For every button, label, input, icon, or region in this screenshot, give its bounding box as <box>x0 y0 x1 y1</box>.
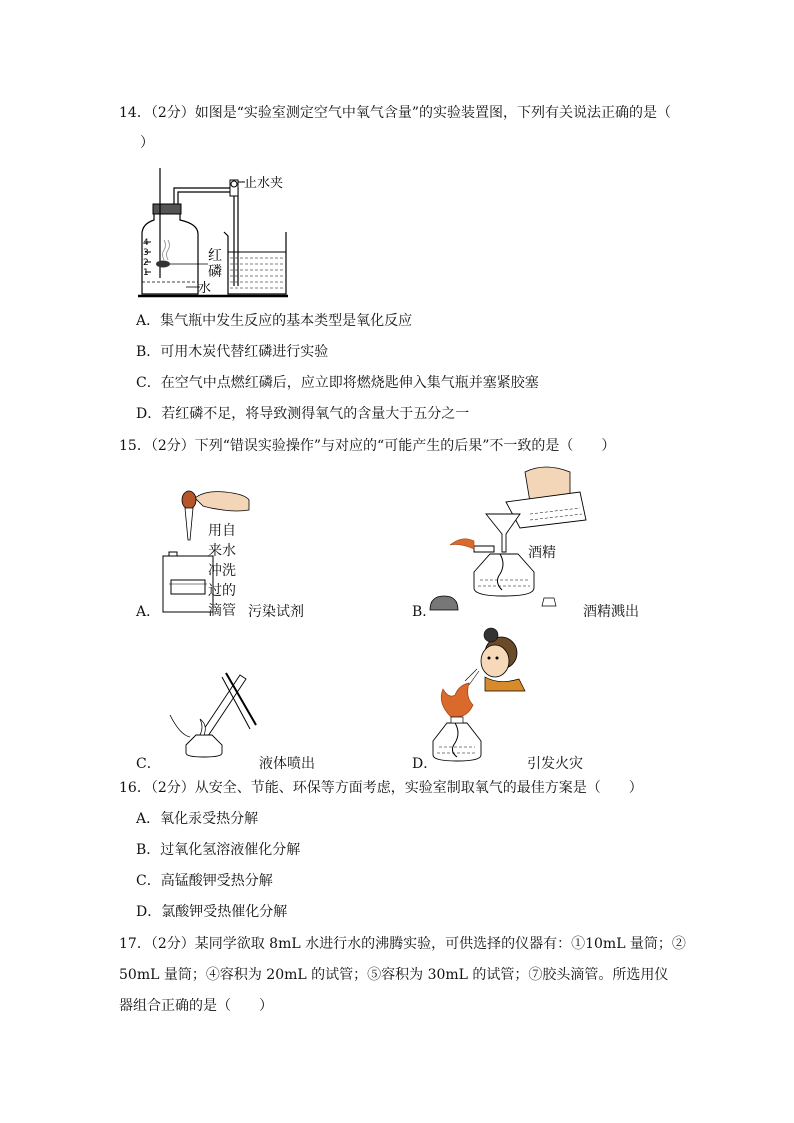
q16-option-d: D．氯酸钾受热催化分解 <box>136 904 288 920</box>
water-label: 水 <box>198 281 212 296</box>
q14-option-c: C．在空气中点燃红磷后，应立即将燃烧匙伸入集气瓶并塞紧胶塞 <box>136 375 539 391</box>
q15-b-note: 酒精 <box>528 545 556 561</box>
q15-d-result: 引发火灾 <box>527 756 583 772</box>
q16-option-b: B．过氧化氢溶液催化分解 <box>136 842 301 858</box>
scale-2: 2 <box>143 258 149 268</box>
clamp-label: 止水夹 <box>244 176 284 191</box>
phosphorus-label: 磷 <box>208 264 222 280</box>
q15-b-result: 酒精溅出 <box>583 604 639 620</box>
q14-stem: 14．（2分）如图是“实验室测定空气中氧气含量”的实验装置图，下列有关说法正确的是（ <box>119 105 672 121</box>
q15-a-letter: A． <box>136 604 161 620</box>
q15-panel-d-figure <box>425 625 535 765</box>
q15-panel-c-figure <box>160 645 260 760</box>
q14-option-b: B．可用木炭代替红磷进行实验 <box>136 344 329 360</box>
q16-stem: 16．（2分）从安全、节能、环保等方面考虑，实验室制取氧气的最佳方案是（ ） <box>119 780 643 796</box>
scale-4: 4 <box>143 238 149 248</box>
q17-line-1: 17．（2分）某同学欲取 8mL 水进行水的沸腾实验，可供选择的仪器有：①10mL 量筒；② <box>119 936 686 952</box>
q15-d-letter: D． <box>412 756 438 772</box>
scale-1: 1 <box>143 268 149 278</box>
q16-option-c: C．高锰酸钾受热分解 <box>136 873 273 889</box>
q15-c-result: 液体喷出 <box>259 756 315 772</box>
q15-a-note <box>208 521 236 621</box>
q14-stem-end: ） <box>140 135 154 151</box>
q15-stem: 15．（2分）下列“错误实验操作”与对应的“可能产生的后果”不一致的是（ ） <box>119 438 616 454</box>
scale-3: 3 <box>143 248 149 258</box>
q14-option-d: D．若红磷不足，将导致测得氧气的含量大于五分之一 <box>136 406 470 422</box>
q15-c-letter: C． <box>136 756 161 772</box>
note-line: 用自 <box>208 523 236 539</box>
q16-option-a: A．氧化汞受热分解 <box>136 811 259 827</box>
red-label: 红 <box>208 248 222 264</box>
q15-a-result: 污染试剂 <box>248 604 304 620</box>
q14-option-a: A．集气瓶中发生反应的基本类型是氧化反应 <box>136 313 413 329</box>
q17-line-2: 50mL 量筒；④容积为 20mL 的试管；⑤容积为 30mL 的试管；⑦胶头滴管。所选用仪 <box>119 967 669 983</box>
note-line: 滴管 <box>208 603 236 619</box>
note-line: 冲洗 <box>208 563 236 579</box>
q15-b-letter: B． <box>412 604 437 620</box>
q17-line-3: 器组合正确的是（ ） <box>119 998 273 1014</box>
note-line: 过的 <box>208 583 236 599</box>
q15-panel-a-figure <box>155 480 255 620</box>
q15-panel-b-figure <box>430 462 600 622</box>
q14-apparatus-figure <box>130 160 300 300</box>
note-line: 来水 <box>208 543 236 559</box>
